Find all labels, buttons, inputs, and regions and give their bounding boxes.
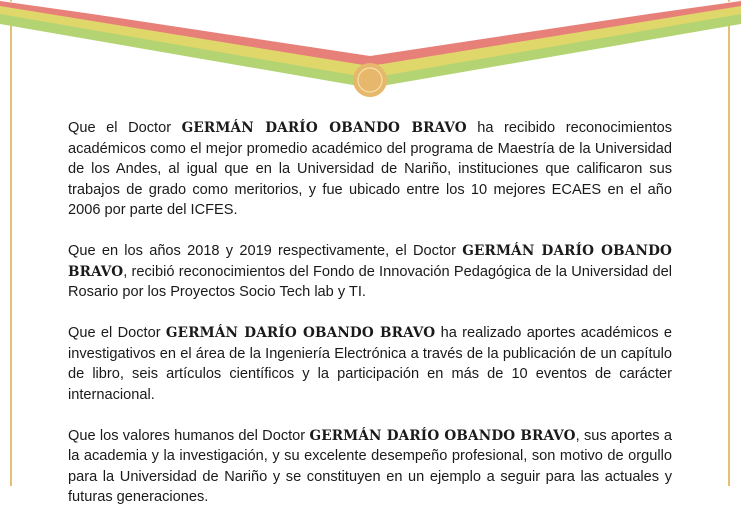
- paragraph-text: ha recibido reconocimientos académicos como el mejor promedio académico del programa de Maestría de la Universidad de los Andes, al igual que en la Universidad de Nariño, instituciones que calificaron sus trabajos de grado como meritorios, y fue ubicado entre los 10 mejores ECAES en el año 2006 por parte del ICFES.: [68, 120, 672, 218]
- honoree-name: GERMÁN DARÍO OBANDO BRAVO: [68, 243, 672, 280]
- paragraph-text: , recibió reconocimientos del Fondo de Innovación Pedagógica de la Universidad del Rosario por los Proyectos Socio Tech lab y TI.: [68, 263, 672, 300]
- paragraph-text: , sus aportes a la academia y la investigación, y su excelente desempeño profesional, son motivo de orgullo para la Universidad de Nariño y se constituyen en un ejemplo a seguir para las actuales y futuras generaciones.: [68, 427, 672, 505]
- paragraph-research-contributions: [68, 323, 672, 405]
- paragraph-lead: Que el Doctor: [68, 325, 166, 341]
- ribbon-banner: [0, 0, 741, 110]
- document-body: [68, 118, 672, 528]
- paragraph-human-values: [68, 426, 672, 508]
- paragraph-lead: Que el Doctor: [68, 120, 182, 136]
- honoree-name: GERMÁN DARÍO OBANDO BRAVO: [309, 427, 576, 444]
- honoree-name: GERMÁN DARÍO OBANDO BRAVO: [181, 120, 467, 136]
- paragraph-text: ha realizado aportes académicos e investigativos en el área de la Ingeniería Electrónica a través de la publicación de un capítulo de libro, seis artículos científicos y la participación en más de 10 eventos de carácter internacional.: [68, 325, 673, 403]
- paragraph-academic-recognitions: [68, 118, 672, 221]
- gold-rosette-icon: [353, 63, 387, 97]
- paragraph-innovation-recognitions: [68, 241, 672, 303]
- paragraph-lead: Que los valores humanos del Doctor: [68, 427, 310, 444]
- honoree-name: GERMÁN DARÍO OBANDO BRAVO: [165, 325, 436, 341]
- paragraph-lead: Que en los años 2018 y 2019 respectivamente, el Doctor: [68, 243, 463, 259]
